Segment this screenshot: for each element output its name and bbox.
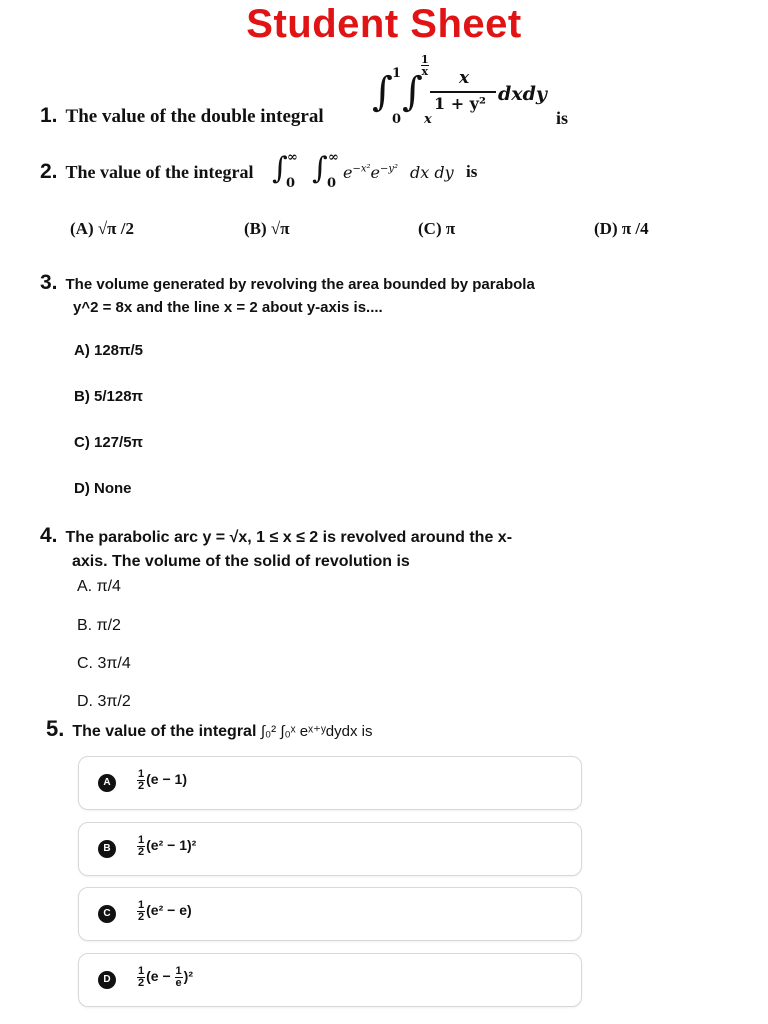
- fraction-denominator: 1 + y²: [434, 94, 486, 113]
- question-4-line-2: axis. The volume of the solid of revolution is: [72, 553, 410, 570]
- option-badge-c: C: [98, 905, 116, 923]
- question-1-text-row: [40, 104, 324, 128]
- option-b[interactable]: B) 5/128π: [74, 388, 144, 405]
- question-1-suffix: is: [556, 108, 569, 128]
- question-3-text: [40, 271, 580, 319]
- option-d[interactable]: (D) π /4: [594, 219, 649, 238]
- option-b[interactable]: (B) √π: [244, 219, 290, 238]
- option-a[interactable]: A) 128π/5: [74, 342, 144, 359]
- question-2-text-row: [40, 160, 254, 184]
- upper-limit: ∞: [328, 150, 339, 165]
- integral-sign: ∫: [372, 69, 393, 115]
- integral-sign: ∫: [272, 151, 288, 186]
- fraction-bar: [430, 91, 496, 93]
- option-c[interactable]: C) 127/5π: [74, 434, 144, 451]
- option-d[interactable]: D) None: [74, 480, 132, 497]
- question-3-line-2: y^2 = 8x and the line x = 2 about y-axis is....: [73, 299, 383, 316]
- question-number: 4.: [40, 524, 58, 547]
- option-c[interactable]: C. 3π/4: [77, 655, 131, 672]
- question-number: 5.: [46, 716, 65, 741]
- option-badge-b: B: [98, 840, 116, 858]
- differential: dxdy: [498, 83, 547, 105]
- fraction-numerator: x: [459, 68, 470, 88]
- option-c[interactable]: (C) π: [418, 219, 456, 238]
- question-2-suffix: is: [466, 162, 478, 181]
- answer-text: $\frac{1}{2}$ (e − $\frac{1}{e}$ )²: [138, 965, 193, 989]
- answer-card-a[interactable]: [78, 756, 582, 810]
- answer-text: $\frac{1}{2}$ (e − 1): [138, 768, 187, 792]
- option-badge-a: A: [98, 774, 116, 792]
- upper-limit: ∞: [287, 150, 298, 165]
- answer-card-c[interactable]: [78, 887, 582, 941]
- integral-sign: ∫: [312, 151, 328, 186]
- answer-card-d[interactable]: [78, 953, 582, 1007]
- question-5-prompt: The value of the integral: [72, 723, 257, 740]
- outer-upper-limit: 1: [392, 66, 402, 81]
- page-title: Student Sheet: [246, 2, 522, 46]
- integrand: $e^{-x^2}e^{-y^2}$: [343, 163, 399, 182]
- option-b[interactable]: B. π/2: [77, 617, 121, 634]
- question-2-text: The value of the integral: [65, 162, 254, 182]
- integral-sign: ∫: [402, 69, 423, 115]
- option-a[interactable]: A. π/4: [77, 578, 121, 595]
- option-a[interactable]: (A) √π /2: [70, 219, 134, 238]
- question-4-text: [40, 524, 560, 574]
- answer-text: $\frac{1}{2}$ (e² − 1)²: [138, 834, 197, 858]
- question-number: 3.: [40, 271, 58, 294]
- option-d[interactable]: D. 3π/2: [77, 693, 131, 710]
- differential: dx dy: [410, 163, 454, 182]
- question-5-text: [46, 716, 372, 742]
- lower-limit: 0: [286, 176, 296, 191]
- question-number: 2.: [40, 160, 58, 183]
- option-badge-d: D: [98, 971, 116, 989]
- lower-limit: 0: [327, 176, 337, 191]
- outer-lower-limit: 0: [392, 112, 402, 127]
- question-4-line-1: The parabolic arc y = √x, 1 ≤ x ≤ 2 is revolved around the x-: [65, 529, 513, 546]
- inner-upper-limit: 1 x: [421, 53, 429, 78]
- question-5-integral: ∫₀² ∫₀ˣ eˣ⁺ʸdydx is: [260, 723, 373, 740]
- answer-card-b[interactable]: [78, 822, 582, 876]
- question-1-text: The value of the double integral: [65, 106, 324, 127]
- inner-lower-limit: x: [424, 112, 432, 127]
- question-3-line-1: The volume generated by revolving the area bounded by parabola: [65, 276, 535, 293]
- question-number: 1.: [40, 104, 58, 127]
- answer-text: $\frac{1}{2}$ (e² − e): [138, 899, 192, 923]
